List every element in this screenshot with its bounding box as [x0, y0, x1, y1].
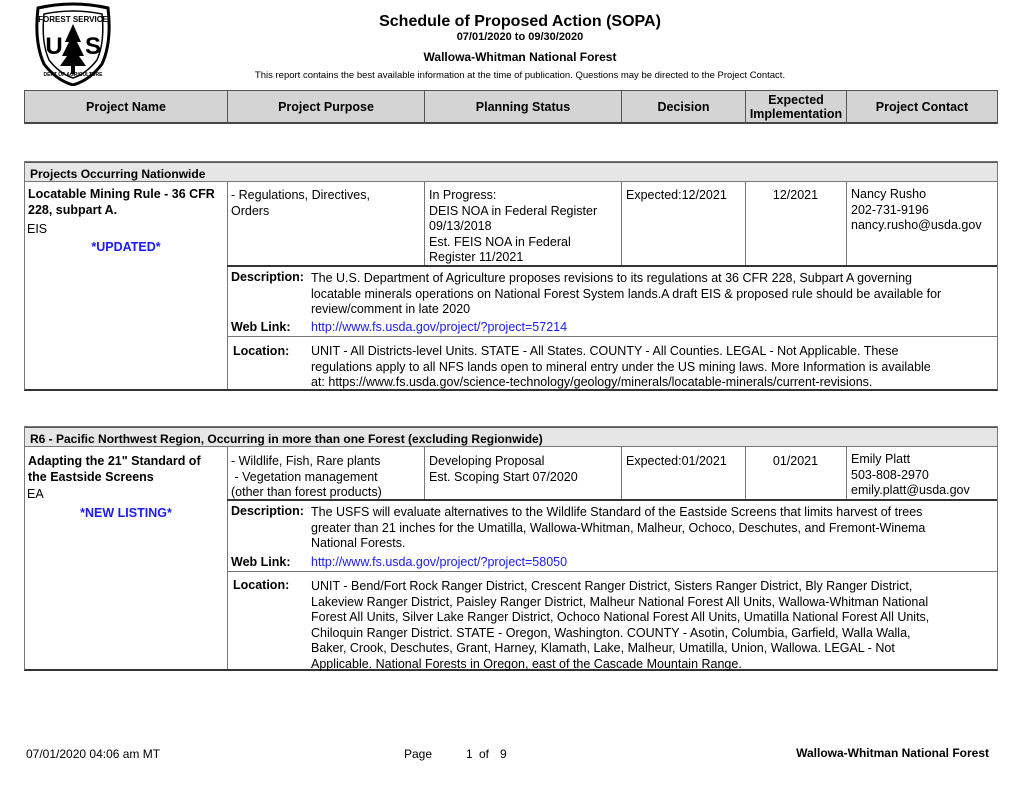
footer-page-label: Page: [404, 747, 433, 761]
status-badge: *NEW LISTING*: [80, 506, 172, 520]
col-header-expected: Expected: [768, 92, 824, 107]
description-line: locatable minerals operations on National Forest System lands.A draft EIS & proposed rule should be available for: [311, 286, 942, 301]
location-text: [311, 344, 931, 391]
contact-phone: 503-808-2970: [851, 467, 929, 482]
svg-text:DEPT OF AGRICULTURE: DEPT OF AGRICULTURE: [43, 72, 103, 78]
location-line: at: https://www.fs.usda.gov/science-technology/geology/minerals/locatable-minerals/current-revisions.: [311, 375, 873, 389]
status-line: Developing Proposal: [429, 454, 545, 468]
footer-page-total: 9: [500, 747, 507, 761]
report-note: This report contains the best available information at the time of publication. Questions may be directed to the Project Contact.: [254, 70, 786, 81]
purpose-line: Orders: [231, 203, 270, 218]
description-line: The USFS will evaluate alternatives to the Wildlife Standard of the Eastside Screens that limits harvest of trees: [311, 505, 923, 519]
purpose-line: - Regulations, Directives,: [231, 188, 370, 202]
contact-phone: 202-731-9196: [851, 202, 929, 217]
status-badge: *UPDATED*: [91, 240, 161, 254]
svg-text:FOREST SERVICE: FOREST SERVICE: [38, 15, 108, 24]
description-line: greater than 21 inches for the Umatilla, Wallowa-Whitman, Malheur, Ochoco, Deschutes, and Fremont-Winema: [311, 520, 926, 535]
col-header-implementation: Implementation: [749, 106, 843, 121]
location-line: Chiloquin Ranger District. STATE - Oregon, Washington. COUNTY - Asotin, Columbia, Garfield, Walla Walla,: [311, 625, 911, 640]
footer-of: of: [479, 747, 490, 761]
section-nationwide: [24, 161, 998, 391]
project-purpose: [231, 454, 382, 501]
project-name: [28, 454, 201, 485]
project-purpose: [231, 188, 370, 219]
project-type: EIS: [27, 222, 48, 236]
expected-implementation: 01/2021: [772, 454, 819, 468]
expected-implementation: 12/2021: [772, 188, 819, 202]
location-line: Lakeview Ranger District, Paisley Ranger District, Malheur National Forest All Units, Wallowa-Whitman National: [311, 594, 929, 609]
project-contact: [851, 452, 970, 499]
footer-timestamp: 07/01/2020 04:06 am MT: [26, 747, 161, 761]
location-text: [311, 579, 929, 672]
location-label: Location:: [233, 344, 290, 358]
planning-status: [429, 188, 597, 266]
forest-service-logo: [30, 2, 116, 86]
web-link-label: Web Link:: [231, 320, 291, 334]
location-line: Applicable. National Forests in Oregon, east of the Cascade Mountain Range.: [311, 656, 742, 671]
description-line: National Forests.: [311, 536, 406, 550]
description-line: review/comment in late 2020: [311, 302, 471, 316]
project-name-line: 228, subpart A.: [28, 202, 118, 217]
web-link[interactable]: http://www.fs.usda.gov/project/?project=57214: [311, 320, 568, 334]
web-link[interactable]: http://www.fs.usda.gov/project/?project=58050: [311, 555, 568, 569]
footer-forest: Wallowa-Whitman National Forest: [796, 746, 989, 760]
contact-email[interactable]: nancy.rusho@usda.gov: [851, 218, 982, 232]
svg-text:S: S: [84, 33, 102, 60]
status-line: Est. Scoping Start 07/2020: [429, 469, 578, 484]
location-line: UNIT - Bend/Fort Rock Ranger District, Crescent Ranger District, Sisters Ranger District, Bly Ranger District,: [311, 579, 913, 593]
location-line: Baker, Crook, Deschutes, Grant, Harney, Klamath, Lake, Malheur, Umatilla, Union, Wallowa. LEGAL - Not: [311, 641, 895, 655]
contact-name: Nancy Rusho: [851, 187, 927, 201]
location-line: Forest All Units, Silver Lake Ranger District, Ochoco National Forest All Units, Umatilla National Forest All Units,: [311, 610, 930, 624]
report-date-range: 07/01/2020 to 09/30/2020: [456, 31, 584, 43]
location-line: UNIT - All Districts-level Units. STATE - All States. COUNTY - All Counties. LEGAL - Not Applicable. These: [311, 344, 899, 358]
project-name-line: the Eastside Screens: [28, 469, 154, 484]
project-name: [28, 187, 215, 218]
project-name-line: Locatable Mining Rule - 36 CFR: [28, 187, 215, 201]
purpose-line: (other than forest products): [231, 485, 382, 499]
planning-status: [429, 454, 578, 485]
description-text: [311, 505, 925, 552]
status-line: DEIS NOA in Federal Register: [429, 203, 598, 218]
project-type: EA: [27, 487, 44, 501]
section-title: Projects Occurring Nationwide: [25, 162, 997, 182]
location-label: Location:: [233, 578, 290, 592]
purpose-line: - Vegetation management: [231, 469, 378, 484]
description-line: The U.S. Department of Agriculture proposes revisions to its regulations at 36 CFR 228, Subpart A governing: [311, 271, 913, 285]
status-line: Est. FEIS NOA in Federal: [429, 234, 571, 249]
status-line: In Progress:: [429, 188, 497, 202]
description-label: Description:: [231, 270, 304, 284]
report-forest: Wallowa-Whitman National Forest: [423, 50, 617, 64]
col-header-project-name: Project Name: [24, 90, 228, 124]
decision: Expected:01/2021: [626, 454, 727, 468]
col-header-project-purpose: Project Purpose: [227, 90, 425, 124]
col-header-planning-status: Planning Status: [424, 90, 622, 124]
purpose-line: - Wildlife, Fish, Rare plants: [231, 454, 381, 468]
col-header-project-contact: Project Contact: [846, 90, 998, 124]
web-link-label: Web Link:: [231, 555, 291, 569]
report-title: Schedule of Proposed Action (SOPA): [379, 13, 661, 30]
status-line: Register 11/2021: [429, 250, 524, 264]
location-line: regulations apply to all NFS lands open to mineral entry under the US mining laws. More Information is available: [311, 359, 931, 374]
contact-name: Emily Platt: [851, 452, 911, 466]
description-text: [311, 271, 941, 318]
section-title: R6 - Pacific Northwest Region, Occurring in more than one Forest (excluding Regionwide): [25, 427, 997, 447]
svg-text:U: U: [45, 33, 63, 60]
col-header-expected-implementation: [745, 90, 847, 124]
status-line: 09/13/2018: [429, 219, 492, 233]
section-r6-multi-forest: [24, 426, 998, 671]
contact-email[interactable]: emily.platt@usda.gov: [851, 483, 970, 497]
decision: Expected:12/2021: [626, 188, 727, 202]
description-label: Description:: [231, 504, 304, 518]
col-header-decision: Decision: [621, 90, 746, 124]
footer-page-number: 1: [466, 747, 473, 761]
project-name-line: Adapting the 21" Standard of: [28, 454, 201, 468]
project-contact: [851, 187, 982, 234]
